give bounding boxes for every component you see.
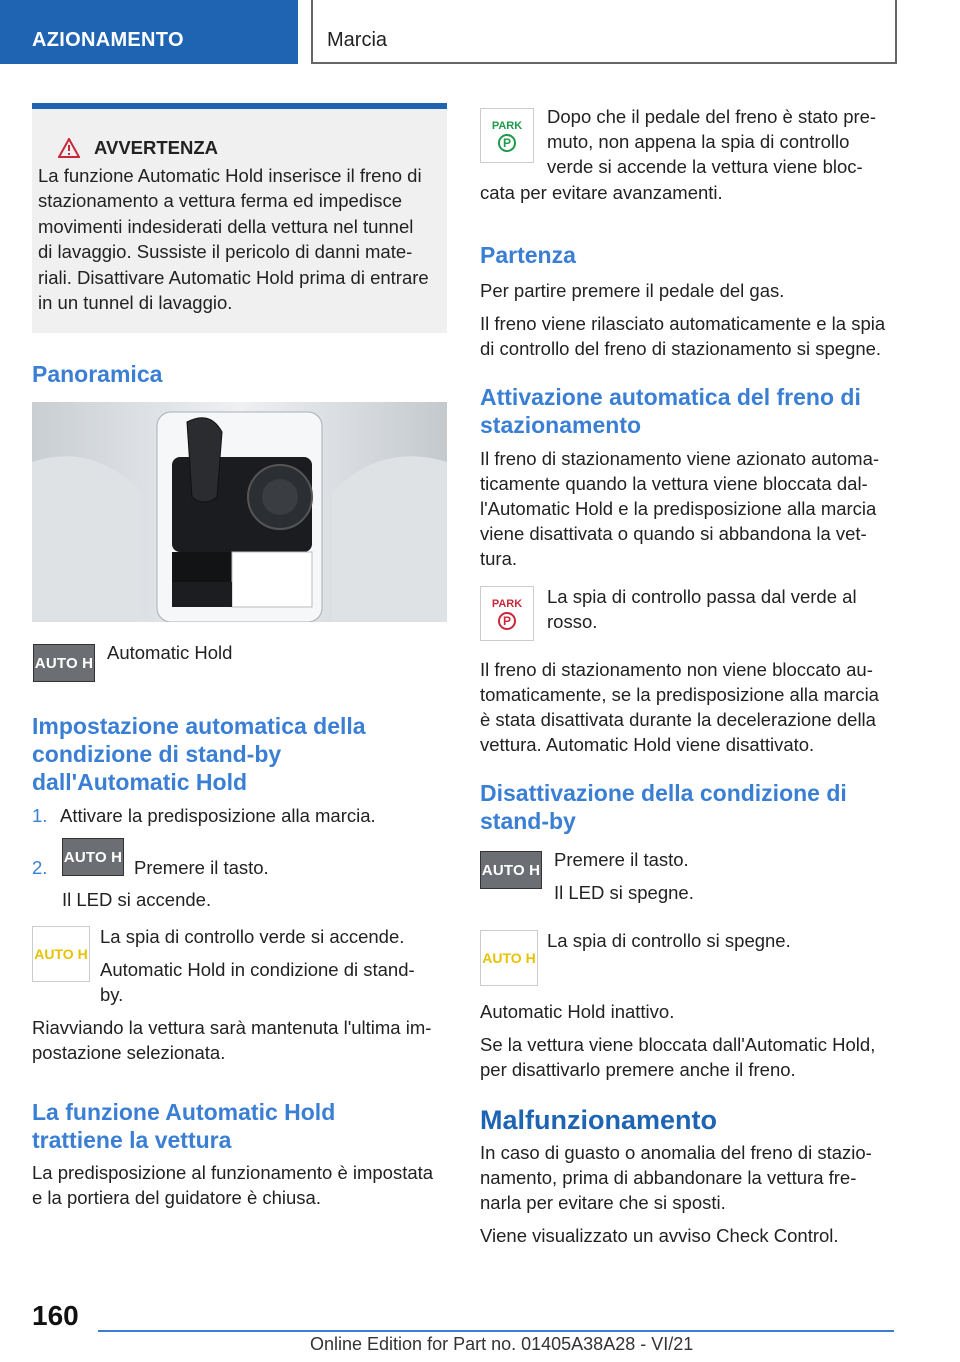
park-red-lamp-icon [480,586,534,641]
malfunzionamento-paragraph [480,1140,900,1256]
step-text: Attivare la predisposizione alla marcia. [60,805,376,826]
heading-trattiene [32,1098,447,1154]
lamp-green-text: La spia di controllo verde si accende. [100,926,405,947]
heading-line: condizione di stand-by [32,741,282,767]
led-off-text: Il LED si spegne. [554,882,694,903]
paragraph-line: tomaticamente, se la predisposizione alla marcia [480,684,879,705]
paragraph-line: è stata disattivata durante la decelerazione della [480,709,876,730]
heading-disattivazione [480,779,900,835]
heading-partenza: Partenza [480,242,576,268]
partenza-text [480,278,900,361]
auto-h-lamp-icon [32,926,90,982]
park-green-lamp-icon [480,108,534,163]
paragraph-line: Se la vettura viene bloccata dall'Automatic Hold, [480,1034,876,1055]
paragraph-line: Il freno di stazionamento viene azionato automa- [480,448,880,469]
trattiene-paragraph [32,1160,452,1210]
paragraph-line: viene disattivata o quando si abbandona la vet- [480,523,867,544]
heading-line: Attivazione automatica del freno di [480,384,861,410]
park-label: PARK [491,119,523,132]
park-green-continuation: cata per evitare avanzamenti. [480,182,723,203]
paragraph-line: La spia di controllo passa dal verde al [547,586,857,607]
paragraph-line: tura. [480,548,518,569]
paragraph-line: e la portiera del guidatore è chiusa. [32,1187,321,1208]
heading-panoramica: Panoramica [32,361,163,387]
step-number: 1. [32,805,48,826]
heading-attivazione [480,383,900,439]
standby-line: Automatic Hold in condizione di stand- [100,959,415,980]
heading-line: Impostazione automatica della [32,713,366,739]
auto-h-button-icon [62,838,124,876]
lamp-green-block [100,924,448,1007]
paragraph-line: In caso di guasto o anomalia del freno di stazio- [480,1142,872,1163]
auto-h-lamp-label: AUTO H [34,946,88,962]
park-p-symbol: P [498,134,516,152]
standby-line: by. [100,984,124,1005]
header-chapter-title: Marcia [327,29,388,51]
warning-line: riali. Disattivare Automatic Hold prima di entrare [38,266,429,288]
paragraph-line: namento, prima di abbandonare la vettura fre- [480,1167,857,1188]
check-control-text: Viene visualizzato un avviso Check Control. [480,1225,839,1246]
header-section-tab [0,0,298,64]
warning-title: AVVERTENZA [94,137,219,158]
header-section-title: AZIONAMENTO [32,29,184,51]
park-p-symbol: P [498,612,516,630]
paragraph-line: narla per evitare che si sposti. [480,1192,726,1213]
paragraph-line: Il freno di stazionamento non viene bloccato au- [480,659,873,680]
step-1 [32,803,447,828]
paragraph-line: Riavviando la vettura sarà mantenuta l'ultima im- [32,1017,432,1038]
press-button-text: Premere il tasto. [554,849,689,870]
auto-h-button-label: AUTO H [63,848,123,866]
paragraph-line: ticamente quando la vettura viene bloccata dal- [480,473,868,494]
footer-divider [98,1330,894,1332]
inactive-text: Automatic Hold inattivo. [480,1001,675,1022]
header-chapter-box [311,0,897,64]
park-label: PARK [491,597,523,610]
warning-line: in un tunnel di lavaggio. [38,292,233,313]
disattivazione-steps [554,847,694,905]
partenza-paragraph: Per partire premere il pedale del gas. [480,280,785,301]
step-number: 2. [32,857,48,878]
park-green-text [547,104,892,179]
warning-line: La funzione Automatic Hold inserisce il freno di [38,164,422,186]
restart-paragraph [32,1015,452,1065]
attivazione-paragraph [480,446,900,571]
paragraph-line: di controllo del freno di stazionamento si spegne. [480,338,882,359]
auto-h-button-label: AUTO H [481,861,541,879]
page-number: 160 [32,1300,79,1331]
heading-line: La funzione Automatic Hold [32,1099,336,1125]
led-on-text: Il LED si accende. [62,889,212,910]
paragraph-line: Il freno viene rilasciato automaticamente e la spia [480,313,886,334]
paragraph-line: La predisposizione al funzionamento è impostata [32,1162,434,1183]
warning-text [38,163,437,316]
heading-impostazione [32,712,447,796]
auto-h-button-icon [480,851,542,889]
paragraph-line: per disattivarlo premere anche il freno. [480,1059,796,1080]
warning-line: di lavaggio. Sussiste il pericolo di danni mate- [38,241,413,262]
heading-line: stazionamento [480,412,642,438]
heading-line: dall'Automatic Hold [32,769,248,795]
paragraph-line: muto, non appena la spia di controllo [547,131,850,152]
paragraph-line: verde si accende la vettura viene bloc- [547,156,863,177]
lamp-off-text: La spia di controllo si spegne. [547,930,791,951]
warning-title-row [58,135,437,161]
console-photo [32,402,447,622]
non-bloccato-paragraph [480,657,900,757]
auto-h-button-label: AUTO H [34,654,94,672]
inactive-paragraph [480,999,900,1082]
paragraph-line: rosso. [547,611,598,632]
warning-line: stazionamento a vettura ferma ed impedisce [38,190,403,211]
auto-h-lamp-icon [480,930,538,986]
paragraph-line: postazione selezionata. [32,1042,226,1063]
auto-h-lamp-label: AUTO H [482,950,536,966]
heading-line: Disattivazione della condizione di [480,780,847,806]
warning-line: movimenti indesiderati della vettura nel tunnel [38,215,414,237]
step-2-number [32,855,47,880]
step-2-text: Premere il tasto. [134,857,269,878]
warning-box [32,103,447,333]
footer-edition: Online Edition for Part no. 01405A38A28 - VI/21 [310,1334,694,1354]
paragraph-line: l'Automatic Hold e la predisposizione alla marcia [480,498,877,519]
heading-line: stand-by [480,808,576,834]
heading-line: trattiene la vettura [32,1127,232,1153]
auto-h-button-icon [33,644,95,682]
paragraph-line: vettura. Automatic Hold viene disattivato. [480,734,815,755]
auto-hold-label: Automatic Hold [107,642,233,663]
warning-triangle-icon [58,138,80,158]
gear-console-illustration [32,402,447,622]
heading-malfunzionamento: Malfunzionamento [480,1105,717,1135]
paragraph-line: Dopo che il pedale del freno è stato pre- [547,106,877,127]
park-red-text [547,584,892,634]
